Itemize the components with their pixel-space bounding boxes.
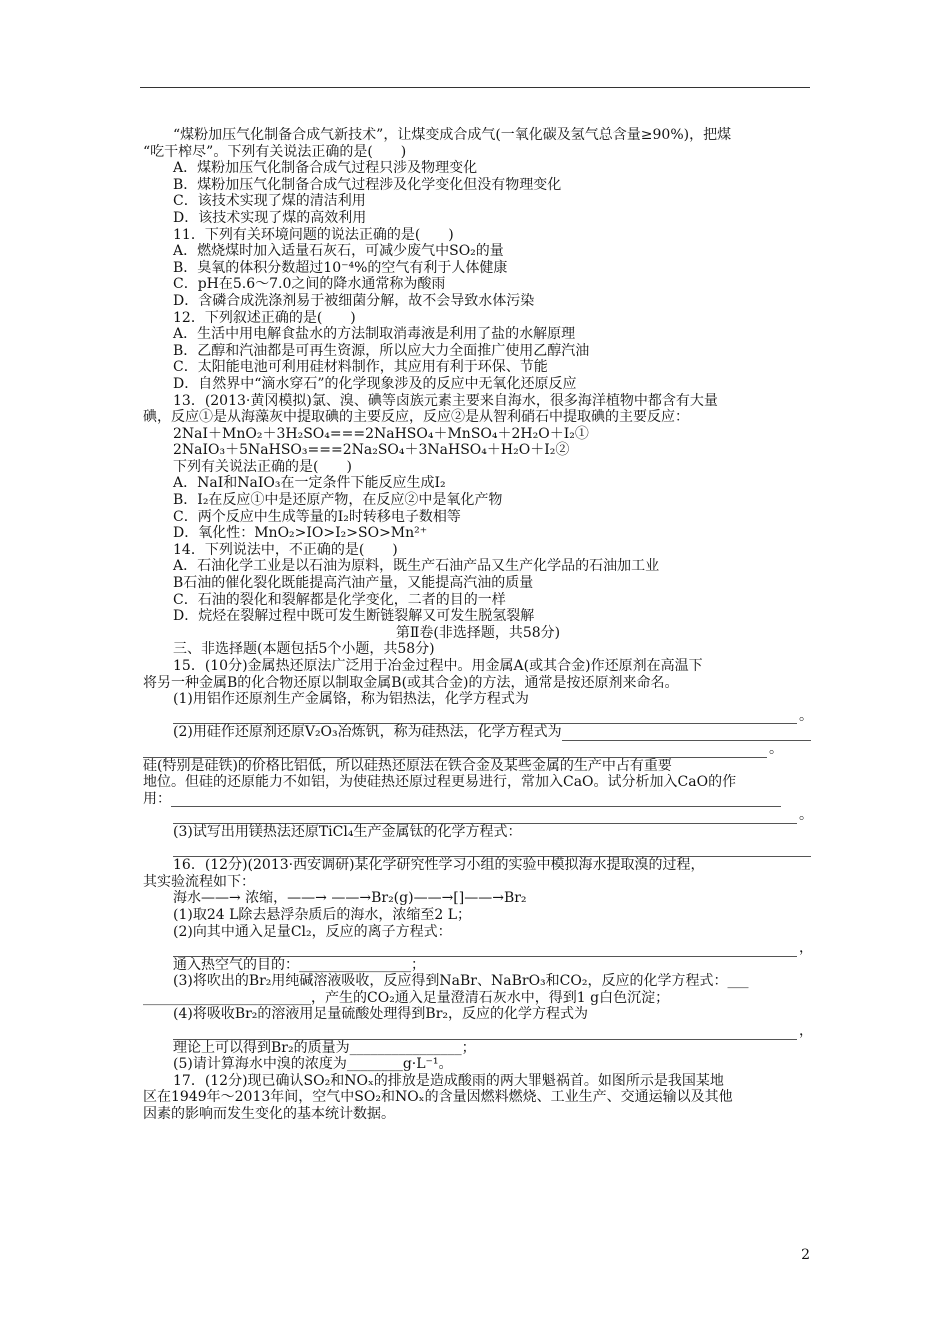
text-line (143, 160, 813, 177)
line-text: B．乙醇和汽油都是可再生资源，所以应大力全面推广使用乙醇汽油 (173, 342, 590, 359)
line-text: 2NaIO₃＋5NaHSO₃===2Na₂SO₄＋3NaHSO₄＋H₂O＋I₂② (173, 442, 570, 459)
line-text: C．石油的裂化和裂解都是化学变化，二者的目的一样 (173, 591, 506, 608)
line-text: 区在1949年～2013年间，空气中SO₂和NOₓ的含量因燃料燃烧、工业生产、交通运输以及其他 (143, 1089, 733, 1106)
text-line (143, 907, 813, 924)
text-line (143, 758, 813, 775)
text-line (143, 210, 813, 227)
text-line (143, 973, 813, 990)
section-heading (143, 625, 813, 642)
answer-blank[interactable] (173, 944, 797, 957)
line-text: 硅(特别是硅铁)的价格比铝低，所以硅热还原法在铁合金及某些金属的生产中占有重要 (143, 757, 672, 774)
line-text: 11．下列有关环境问题的说法正确的是( ) (173, 226, 454, 243)
line-text: 因素的影响而发生变化的基本统计数据。 (143, 1106, 395, 1123)
text-line (143, 525, 813, 542)
text-line (143, 558, 813, 575)
line-text: (5)请计算海水中溴的浓度为________g·L⁻¹。 (173, 1056, 453, 1073)
text-line (143, 741, 783, 758)
text-line (143, 1023, 813, 1040)
text-line (143, 492, 813, 509)
text-line (143, 393, 813, 410)
text-line (143, 276, 813, 293)
line-text: 地位。但硅的还原能力不如铝，为使硅热还原过程更易进行，常加入CaO。试分析加入CaO的作 (143, 774, 737, 791)
line-text: 其实验流程如下： (143, 873, 255, 890)
line-text: 将另一种金属B的化合物还原以制取金属B(或其合金)的方法，通常是按还原剂来命名。 (143, 674, 679, 691)
line-text: D．自然界中“滴水穿石”的化学现象涉及的反应中无氧化还原反应 (173, 375, 577, 392)
line-text: 碘，反应①是从海藻灰中提取碘的主要反应，反应②是从智利硝石中提取碘的主要反应： (143, 409, 689, 426)
line-text: 15．(10分)金属热还原法广泛用于冶金过程中。用金属A(或其合金)作还原剂在高温下 (173, 658, 703, 674)
line-text: A．煤粉加压气化制备合成气过程只涉及物理变化 (173, 160, 478, 177)
line-end-punct: 。 (799, 707, 813, 724)
line-text: 三、非选择题(本题包括5个小题，共58分) (173, 641, 435, 658)
text-line (143, 990, 813, 1007)
text-line (143, 957, 813, 974)
line-text: (2)向其中通入足量Cl₂，反应的离子方程式： (173, 923, 452, 940)
text-line (143, 376, 813, 393)
text-line (143, 824, 813, 841)
line-text: 16．(12分)(2013·西安调研)某化学研究性学习小组的实验中模拟海水提取溴的过程， (173, 857, 705, 874)
text-line (143, 1040, 813, 1057)
text-line (143, 708, 813, 725)
text-line (143, 144, 813, 161)
answer-blank[interactable] (173, 811, 797, 824)
line-end-punct: ， (799, 940, 813, 957)
line-text: A．石油化学工业是以石油为原料，既生产石油产品又生产化学品的石油加工业 (173, 558, 660, 575)
line-text: D．氧化性：MnO₂>IO>I₂>SO>Mn²⁺ (173, 525, 428, 542)
line-text: 理论上可以得到Br₂的质量为________________； (173, 1039, 476, 1056)
line-text: A．生活中用电解食盐水的方法制取消毒液是利用了盐的水解原理 (173, 326, 576, 343)
text-line (143, 724, 813, 741)
text-line (143, 874, 813, 891)
text-line (143, 1106, 813, 1123)
line-text: B．煤粉加压气化制备合成气过程涉及化学变化但没有物理变化 (173, 176, 562, 193)
line-end-punct: 。 (769, 740, 783, 757)
text-line (143, 542, 813, 559)
line-text: 用： (143, 790, 171, 807)
answer-blank[interactable] (143, 745, 767, 758)
text-line (143, 608, 813, 625)
line-text: “煤粉加压气化制备合成气新技术”，让煤变成合成气(一氧化碳及氢气总含量≥90%)，把煤 (173, 127, 732, 143)
line-text: (2)用硅作还原剂还原V₂O₃冶炼钒，称为硅热法，化学方程式为 (173, 724, 562, 741)
line-text: C．该技术实现了煤的清洁利用 (173, 193, 366, 210)
text-line (143, 343, 813, 360)
text-line (143, 293, 813, 310)
text-line (143, 658, 813, 675)
text-line (143, 260, 813, 277)
text-line (143, 592, 813, 609)
line-text: C．pH在5.6～7.0之间的降水通常称为酸雨 (173, 276, 446, 293)
line-text: D．烷烃在裂解过程中既可发生断链裂解又可发生脱氢裂解 (173, 608, 535, 625)
text-line (143, 442, 813, 459)
text-line (143, 675, 813, 692)
text-line (143, 890, 813, 907)
line-text: (1)取24 L除去悬浮杂质后的海水，浓缩至2 L； (173, 906, 472, 923)
text-line (143, 475, 813, 492)
line-text: 下列有关说法正确的是( ) (173, 458, 352, 475)
text-line (143, 426, 813, 443)
line-text: 17．(12分)现已确认SO₂和NOₓ的排放是造成酸雨的两大罪魁祸首。如图所示是我国某地 (173, 1072, 724, 1089)
line-text: D．该技术实现了煤的高效利用 (173, 209, 367, 226)
text-line (143, 509, 813, 526)
line-text: 12．下列叙述正确的是( ) (173, 309, 356, 326)
answer-blank[interactable] (171, 794, 781, 807)
text-line (143, 409, 813, 426)
text-line (143, 857, 813, 874)
line-text: (4)将吸收Br₂的溶液用足量硫酸处理得到Br₂，反应的化学方程式为 (173, 1006, 589, 1023)
line-text: 13．(2013·黄冈模拟)氯、溴、碘等卤族元素主要来自海水，很多海洋植物中都含有大量 (173, 392, 718, 409)
line-text: A．燃烧煤时加入适量石灰石，可减少废气中SO₂的量 (173, 243, 504, 260)
text-line (143, 791, 783, 808)
answer-blank[interactable] (173, 1027, 797, 1040)
line-text: (3)试写出用镁热法还原TiCl₄生产金属钛的化学方程式： (173, 823, 522, 840)
line-text: B石油的催化裂化既能提高汽油产量，又能提高汽油的质量 (173, 575, 534, 592)
text-line (143, 310, 813, 327)
text-line (143, 177, 813, 194)
line-text: 14．下列说法中，不正确的是( ) (173, 541, 398, 558)
page-number: 2 (801, 1247, 810, 1263)
text-line (143, 1006, 813, 1023)
answer-blank[interactable] (173, 711, 797, 724)
line-text: 2NaI＋MnO₂＋3H₂SO₄===2NaHSO₄＋MnSO₄＋2H₂O＋I₂① (173, 425, 589, 442)
text-line (143, 243, 813, 260)
line-end-punct: 。 (799, 807, 813, 824)
line-text: ________________________，产生的CO₂通入足量澄清石灰水中，得到1 g白色沉淀； (143, 989, 670, 1006)
text-line (143, 841, 813, 858)
text-line (143, 227, 813, 244)
text-line (143, 575, 813, 592)
line-text: B．臭氧的体积分数超过10⁻⁴%的空气有利于人体健康 (173, 259, 508, 276)
line-text: (1)用铝作还原剂生产金属铬，称为铝热法，化学方程式为 (173, 691, 529, 708)
text-line (143, 1089, 813, 1106)
text-line (143, 691, 813, 708)
line-text: “吃干榨尽”。下列有关说法正确的是( ) (143, 143, 407, 160)
text-line (143, 359, 813, 376)
text-line (143, 641, 813, 658)
text-line (143, 774, 813, 791)
line-text: 通入热空气的目的：________________； (173, 956, 425, 973)
line-end-punct: ， (799, 1023, 813, 1040)
text-line (143, 459, 813, 476)
document-body (143, 127, 813, 1123)
line-text: B．I₂在反应①中是还原产物，在反应②中是氧化产物 (173, 492, 503, 509)
text-line (143, 326, 813, 343)
answer-blank[interactable] (173, 844, 811, 857)
header-rule (140, 87, 810, 88)
text-line (143, 127, 813, 144)
line-text: (3)将吹出的Br₂用纯碱溶液吸收，反应得到NaBr、NaBrO₃和CO₂，反应的化学方程式：___ (173, 973, 749, 990)
line-text: 海水——→ 浓缩，——→ ——→Br₂(g)——→[]——→Br₂ (173, 890, 527, 907)
line-text: A．NaI和NaIO₃在一定条件下能反应生成I₂ (173, 475, 446, 492)
text-line (143, 924, 813, 941)
text-line (143, 1073, 813, 1090)
text-line (143, 807, 813, 824)
line-text: D．含磷合成洗涤剂易于被细菌分解，故不会导致水体污染 (173, 292, 535, 309)
text-line (143, 1056, 813, 1073)
line-text: 第Ⅱ卷(非选择题，共58分) (395, 624, 561, 641)
answer-blank[interactable] (562, 728, 811, 741)
line-text: C．两个反应中生成等量的I₂时转移电子数相等 (173, 508, 461, 525)
text-line (143, 193, 813, 210)
text-line (143, 940, 813, 957)
line-text: C．太阳能电池可利用硅材料制作，其应用有利于环保、节能 (173, 359, 548, 376)
